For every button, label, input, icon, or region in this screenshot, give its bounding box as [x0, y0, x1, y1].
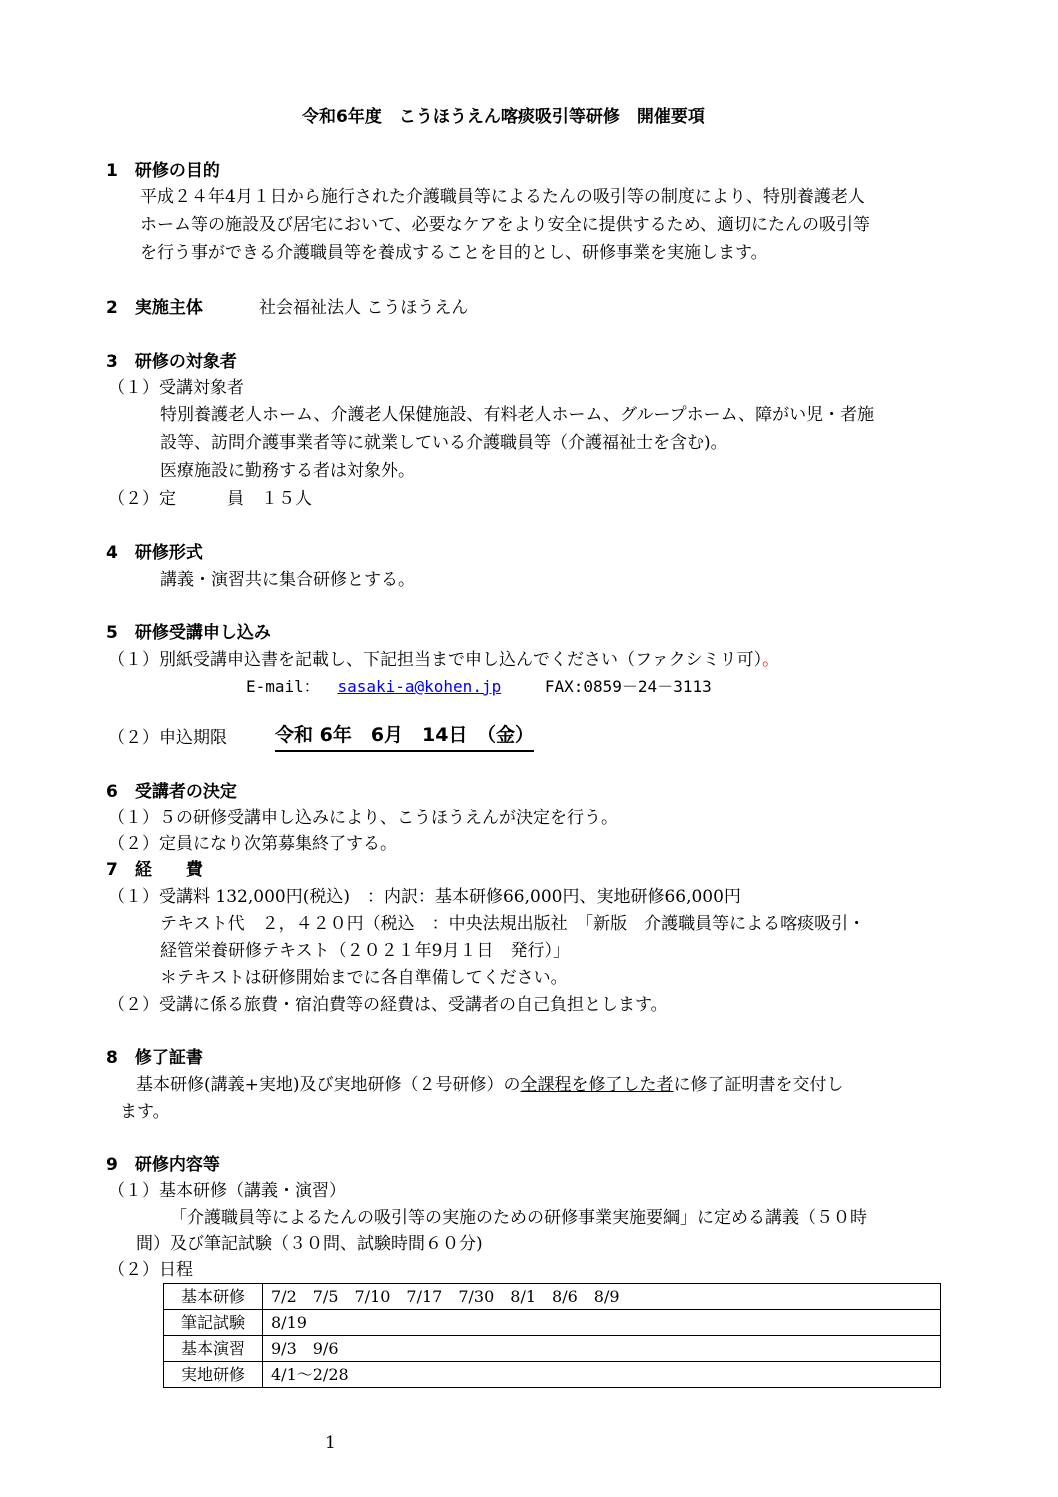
organizer-name: 社会福祉法人 こうほうえん	[259, 298, 469, 318]
section-1-line-2: ホーム等の施設及び居宅において、必要なケアをより安全に提供するため、適切にたんの吸引等	[140, 215, 870, 235]
section-9-heading: 9 研修内容等	[106, 1155, 220, 1175]
deadline-label: （２）申込期限	[108, 728, 227, 748]
section-3-heading: 3 研修の対象者	[106, 352, 237, 372]
section-3-line-3: 医療施設に勤務する者は対象外。	[160, 461, 415, 481]
section-8-heading: 8 修了証書	[106, 1048, 203, 1068]
section-9-line-2: 間）及び筆記試験（３０問、試験時間６０分)	[136, 1234, 483, 1254]
document-title: 令和6年度 こうほうえん喀痰吸引等研修 開催要項	[302, 107, 705, 127]
section-7-heading: 7 経 費	[106, 860, 203, 880]
section-9-line-1: 「介護職員等によるたんの吸引等の実施のための研修事業実施要綱」に定める講義（５０時	[170, 1208, 867, 1228]
section-7-line-1: テキスト代 ２，４２０円（税込 ：中央法規出版社 「新版 介護職員等による喀痰吸引・	[160, 914, 866, 934]
table-row	[164, 1336, 941, 1362]
section-1-heading: 1 研修の目的	[106, 161, 220, 181]
section-6-line-2: （２）定員になり次第募集終了する。	[108, 834, 397, 854]
section-1-line-1: 平成２４年4月１日から施行された介護職員等によるたんの吸引等の制度により、特別養護老人	[140, 187, 865, 207]
section-1-line-3: を行う事ができる介護職員等を養成することを目的とし、研修事業を実施します。	[140, 243, 768, 263]
application-instruction: （１）別紙受講申込書を記載し、下記担当まで申し込んでください（ファクシミリ可）	[108, 650, 763, 670]
section-7-line-3: ＊テキストは研修開始までに各自準備してください。	[160, 968, 568, 988]
schedule-label: 筆記試験	[164, 1310, 263, 1336]
section-3-line-1: 特別養護老人ホーム、介護老人保健施設、有料老人ホーム、グループホーム、障がい児・者施	[160, 405, 875, 425]
certificate-text-underlined: 全課程を修了した者	[520, 1075, 674, 1095]
email-label: E-mail：	[246, 677, 320, 696]
section-6-line-1: （１）５の研修受講申し込みにより、こうほうえんが決定を行う。	[108, 808, 618, 828]
schedule-dates: 7/2 7/5 7/10 7/17 7/30 8/1 8/6 8/9	[263, 1284, 941, 1310]
section-8-line-1	[136, 1072, 844, 1099]
schedule-dates: 8/19	[263, 1310, 941, 1336]
red-period: 。	[762, 650, 780, 670]
section-7-line-2: 経管栄養研修テキスト（２０２１年9月１日 発行）」	[160, 941, 570, 961]
section-5-heading: 5 研修受講申し込み	[106, 623, 271, 643]
deadline-date: 令和 6年 6月 14日 （金）	[275, 722, 534, 752]
schedule-table	[163, 1283, 941, 1388]
schedule-dates: 9/3 9/6	[263, 1336, 941, 1362]
section-3-sub-1: （１）受講対象者	[108, 378, 244, 398]
certificate-text-pre: 基本研修(講義+実地)及び実地研修（２号研修）の	[136, 1075, 521, 1095]
section-8-line-2: ます。	[120, 1102, 170, 1122]
contact-line	[246, 673, 712, 700]
section-2-heading: 2 実施主体	[106, 298, 203, 318]
schedule-label: 基本研修	[164, 1284, 263, 1310]
schedule-label: 基本演習	[164, 1336, 263, 1362]
section-4-heading: 4 研修形式	[106, 543, 203, 563]
section-7-item-2: （２）受講に係る旅費・宿泊費等の経費は、受講者の自己負担とします。	[108, 995, 668, 1015]
section-9-sub-1: （１）基本研修（講義・演習）	[108, 1181, 346, 1201]
capacity: （２）定 員 １５人	[108, 489, 312, 509]
table-row	[164, 1310, 941, 1336]
email-link[interactable]: sasaki-a@kohen.jp	[337, 677, 502, 696]
tuition-fee: （１）受講料 132,000円(税込) ：内訳：基本研修66,000円、実地研修66,000円	[108, 887, 741, 907]
section-4-line: 講義・演習共に集合研修とする。	[160, 570, 415, 590]
table-row	[164, 1362, 941, 1388]
section-3-line-2: 設等、訪問介護事業者等に就業している介護職員等（介護福祉士を含む)。	[160, 433, 728, 453]
table-row	[164, 1284, 941, 1310]
section-6-heading: 6 受講者の決定	[106, 782, 237, 802]
certificate-text-post: に修了証明書を交付し	[673, 1075, 844, 1095]
schedule-dates: 4/1～2/28	[263, 1362, 941, 1388]
fax-number: FAX:0859－24－3113	[544, 677, 712, 696]
section-9-sub-2: （２）日程	[108, 1260, 193, 1280]
page-number: 1	[325, 1433, 336, 1453]
schedule-label: 実地研修	[164, 1362, 263, 1388]
section-5-item-1	[108, 647, 779, 674]
